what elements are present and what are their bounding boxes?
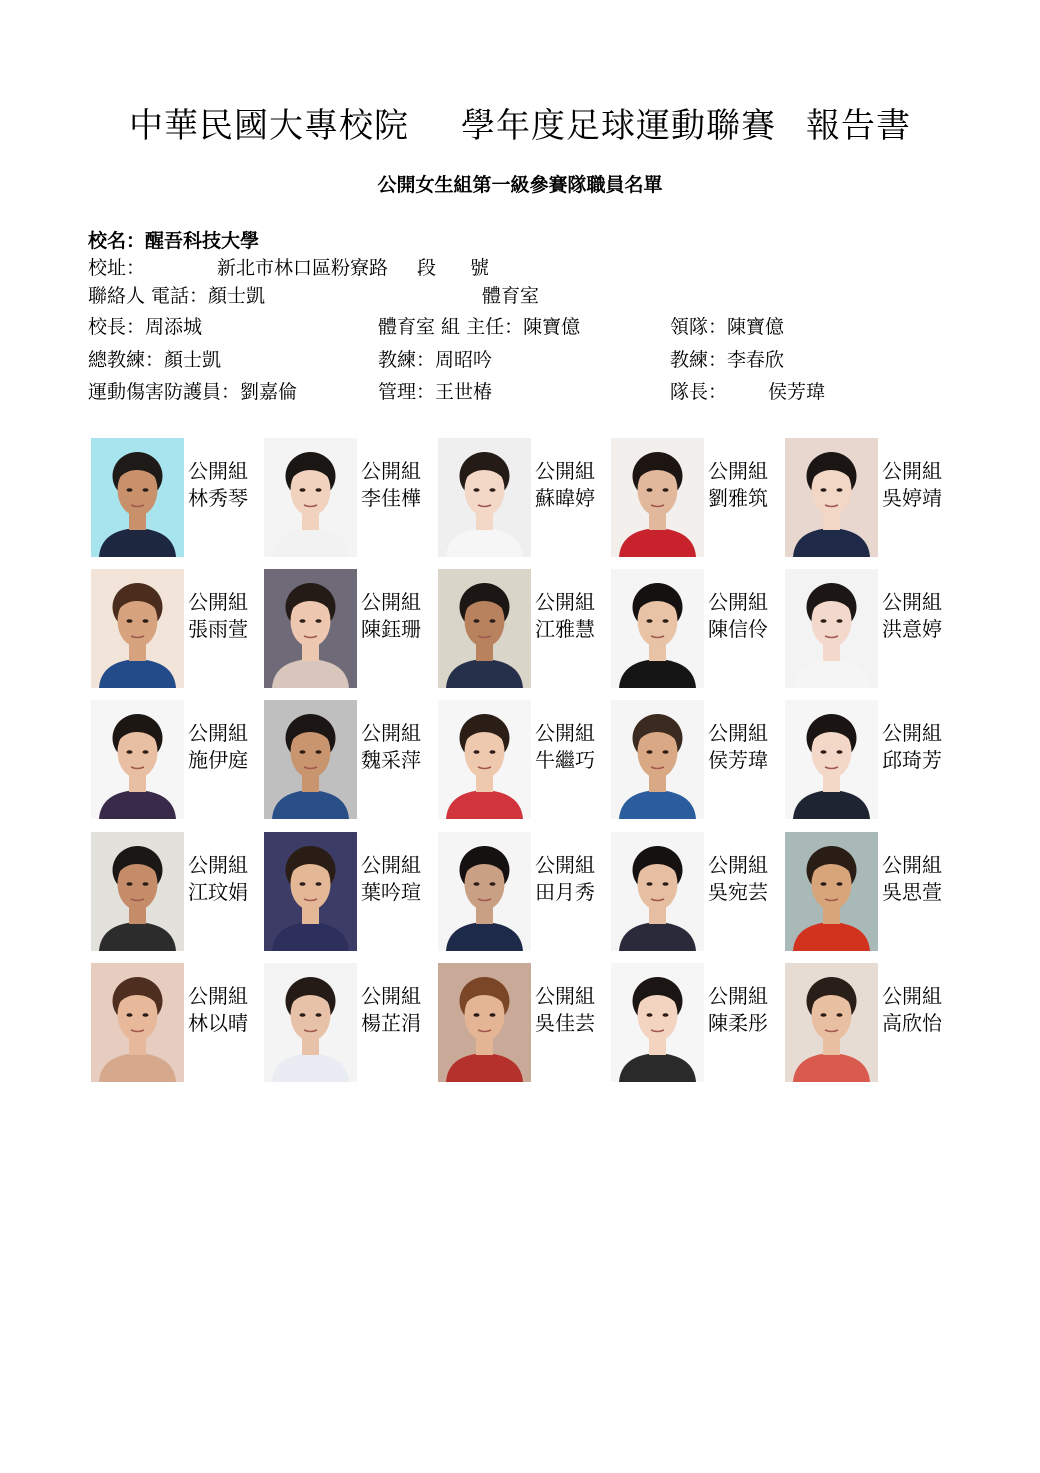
captain-label: 隊長： — [670, 381, 728, 403]
address: 新北市林口區粉寮路 — [217, 257, 389, 279]
player-photo — [264, 569, 357, 688]
address-number: 號 — [470, 257, 490, 279]
portrait-icon — [785, 700, 878, 819]
portrait-icon — [611, 963, 704, 1082]
player-name: 吳婷靖 — [882, 486, 942, 510]
portrait-icon — [611, 832, 704, 951]
portrait-icon — [785, 569, 878, 688]
contact-person: 聯絡人 電話：顏士凱 — [88, 285, 266, 307]
portrait-icon — [438, 569, 531, 688]
portrait-icon — [611, 700, 704, 819]
player-group-label: 公開組 — [708, 984, 768, 1008]
player-group-label: 公開組 — [188, 721, 248, 745]
player-photo — [438, 832, 531, 951]
player-photo — [785, 700, 878, 819]
player-group-label: 公開組 — [535, 590, 595, 614]
player-name: 葉吟瑄 — [361, 880, 421, 904]
portrait-icon — [91, 438, 184, 557]
player-group-label: 公開組 — [708, 721, 768, 745]
player-name: 侯芳瑋 — [708, 748, 768, 772]
player-name: 邱琦芳 — [882, 748, 942, 772]
portrait-icon — [91, 963, 184, 1082]
player-name: 林秀琴 — [188, 486, 248, 510]
portrait-icon — [785, 963, 878, 1082]
player-photo — [438, 438, 531, 557]
player-photo — [91, 963, 184, 1082]
player-name: 陳柔彤 — [708, 1011, 768, 1035]
portrait-icon — [264, 963, 357, 1082]
player-name: 江雅慧 — [535, 617, 595, 641]
player-name: 吳宛芸 — [708, 880, 768, 904]
player-photo — [611, 569, 704, 688]
portrait-icon — [438, 963, 531, 1082]
player-photo — [785, 569, 878, 688]
player-photo — [264, 963, 357, 1082]
player-photo — [264, 700, 357, 819]
player-name: 施伊庭 — [188, 748, 248, 772]
player-group-label: 公開組 — [361, 721, 421, 745]
player-photo — [785, 438, 878, 557]
player-group-label: 公開組 — [882, 721, 942, 745]
portrait-icon — [91, 700, 184, 819]
portrait-icon — [91, 569, 184, 688]
page-subtitle: 公開女生組第一級參賽隊職員名單 — [377, 174, 663, 196]
portrait-icon — [264, 832, 357, 951]
player-name: 林以晴 — [188, 1011, 248, 1035]
player-name: 牛繼巧 — [535, 748, 595, 772]
title-part-3: 報告書 — [806, 106, 911, 146]
player-name: 楊芷涓 — [361, 1011, 421, 1035]
player-name: 吳思萱 — [882, 880, 942, 904]
portrait-icon — [438, 700, 531, 819]
portrait-icon — [785, 832, 878, 951]
portrait-icon — [611, 438, 704, 557]
player-group-label: 公開組 — [882, 984, 942, 1008]
player-photo — [264, 832, 357, 951]
player-photo — [264, 438, 357, 557]
portrait-icon — [264, 438, 357, 557]
player-group-label: 公開組 — [708, 590, 768, 614]
player-name: 陳信伶 — [708, 617, 768, 641]
player-group-label: 公開組 — [361, 459, 421, 483]
player-name: 魏采萍 — [361, 748, 421, 772]
player-photo — [611, 438, 704, 557]
player-photo — [438, 569, 531, 688]
player-name: 田月秀 — [535, 880, 595, 904]
player-photo — [785, 963, 878, 1082]
coach-1: 教練：周昭吟 — [378, 349, 493, 371]
address-label: 校址： — [88, 257, 146, 279]
player-photo — [91, 832, 184, 951]
athletic-trainer: 運動傷害防護員：劉嘉倫 — [88, 381, 298, 403]
player-photo — [438, 963, 531, 1082]
player-photo — [611, 832, 704, 951]
title-part-2: 學年度足球運動聯賽 — [461, 106, 776, 146]
player-group-label: 公開組 — [708, 459, 768, 483]
player-name: 吳佳芸 — [535, 1011, 595, 1035]
player-name: 高欣怡 — [882, 1011, 942, 1035]
player-group-label: 公開組 — [535, 853, 595, 877]
captain-name: 侯芳瑋 — [768, 381, 826, 403]
player-name: 李佳樺 — [361, 486, 421, 510]
player-photo — [611, 700, 704, 819]
address-segment: 段 — [417, 257, 437, 279]
player-group-label: 公開組 — [361, 590, 421, 614]
player-photo — [438, 700, 531, 819]
contact-dept: 體育室 — [482, 285, 540, 307]
portrait-icon — [264, 700, 357, 819]
portrait-icon — [438, 832, 531, 951]
player-name: 江玟娟 — [188, 880, 248, 904]
player-group-label: 公開組 — [188, 590, 248, 614]
player-group-label: 公開組 — [882, 590, 942, 614]
player-photo — [91, 700, 184, 819]
coach-2: 教練：李春欣 — [670, 349, 785, 371]
portrait-icon — [91, 832, 184, 951]
team-manager: 管理：王世椿 — [378, 381, 493, 403]
sports-director: 體育室 組 主任：陳寶億 — [378, 316, 581, 338]
team-leader: 領隊：陳寶億 — [670, 316, 785, 338]
player-group-label: 公開組 — [535, 459, 595, 483]
player-name: 劉雅筑 — [708, 486, 768, 510]
player-group-label: 公開組 — [188, 459, 248, 483]
portrait-icon — [264, 569, 357, 688]
player-name: 蘇暐婷 — [535, 486, 595, 510]
player-group-label: 公開組 — [882, 459, 942, 483]
player-name: 張雨萱 — [188, 617, 248, 641]
player-name: 陳鈺珊 — [361, 617, 421, 641]
player-photo — [91, 438, 184, 557]
player-name: 洪意婷 — [882, 617, 942, 641]
player-photo — [785, 832, 878, 951]
page-title — [0, 98, 1040, 147]
player-group-label: 公開組 — [188, 853, 248, 877]
player-group-label: 公開組 — [361, 853, 421, 877]
principal: 校長：周添城 — [88, 316, 203, 338]
school-name: 校名：醒吾科技大學 — [88, 230, 260, 252]
title-part-1: 中華民國大專校院 — [129, 106, 409, 146]
player-group-label: 公開組 — [882, 853, 942, 877]
player-group-label: 公開組 — [535, 984, 595, 1008]
player-photo — [611, 963, 704, 1082]
head-coach: 總教練：顏士凱 — [88, 349, 222, 371]
player-group-label: 公開組 — [361, 984, 421, 1008]
player-photo — [91, 569, 184, 688]
player-group-label: 公開組 — [188, 984, 248, 1008]
player-group-label: 公開組 — [535, 721, 595, 745]
portrait-icon — [611, 569, 704, 688]
player-group-label: 公開組 — [708, 853, 768, 877]
portrait-icon — [785, 438, 878, 557]
portrait-icon — [438, 438, 531, 557]
